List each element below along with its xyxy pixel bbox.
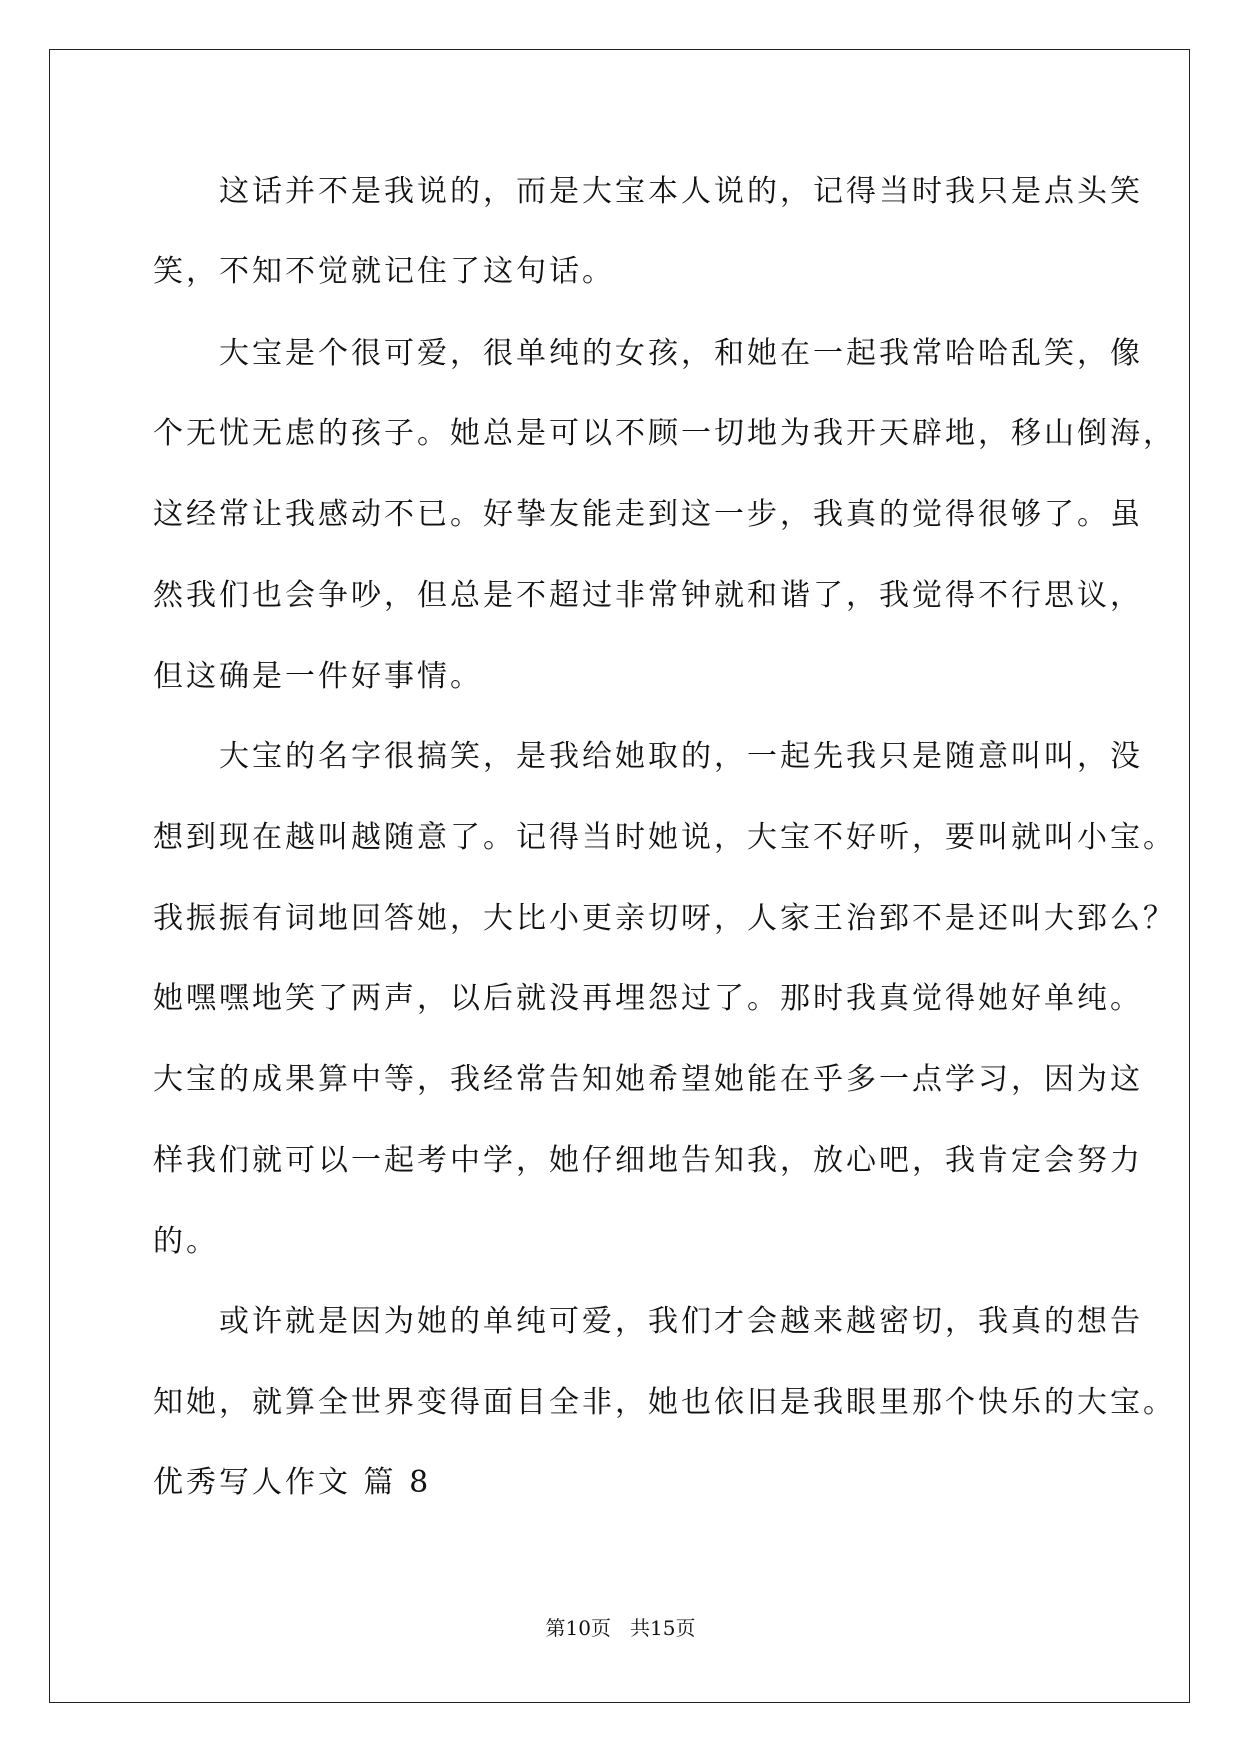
body-line-14: 的。 [153, 1224, 219, 1259]
page-number: 第10页 [545, 1616, 611, 1640]
body-line-5: 这经常让我感动不已。好挚友能走到这一步，我真的觉得很够了。虽 [153, 497, 1143, 532]
body-line-15: 或许就是因为她的单纯可爱，我们才会越来越密切，我真的想告 [153, 1304, 1143, 1339]
body-line-6: 然我们也会争吵，但总是不超过非常钟就和谐了，我觉得不行思议， [153, 578, 1143, 613]
section-heading: 优秀写人作文 篇 8 [153, 1465, 432, 1500]
page-footer [0, 1615, 1241, 1641]
body-line-4: 个无忧无虑的孩子。她总是可以不顾一切地为我开天辟地，移山倒海， [153, 416, 1176, 451]
body-line-9: 想到现在越叫越随意了。记得当时她说，大宝不好听，要叫就叫小宝。 [153, 820, 1176, 855]
body-line-8: 大宝的名字很搞笑，是我给她取的，一起先我只是随意叫叫，没 [153, 739, 1143, 774]
body-line-2: 笑，不知不觉就记住了这句话。 [153, 254, 615, 289]
page-border [49, 49, 1190, 1703]
body-line-11: 她嘿嘿地笑了两声，以后就没再埋怨过了。那时我真觉得她好单纯。 [153, 981, 1143, 1016]
body-line-10: 我振振有词地回答她，大比小更亲切呀，人家王治郅不是还叫大郅么？ [153, 901, 1176, 936]
body-line-16: 知她，就算全世界变得面目全非，她也依旧是我眼里那个快乐的大宝。 [153, 1385, 1176, 1420]
page-total: 共15页 [630, 1616, 696, 1640]
body-line-13: 样我们就可以一起考中学，她仔细地告知我，放心吧，我肯定会努力 [153, 1143, 1143, 1178]
body-line-3: 大宝是个很可爱，很单纯的女孩，和她在一起我常哈哈乱笑，像 [153, 336, 1143, 371]
body-line-7: 但这确是一件好事情。 [153, 659, 483, 694]
body-line-1: 这话并不是我说的，而是大宝本人说的，记得当时我只是点头笑 [153, 174, 1143, 209]
body-line-12: 大宝的成果算中等，我经常告知她希望她能在乎多一点学习，因为这 [153, 1062, 1143, 1097]
